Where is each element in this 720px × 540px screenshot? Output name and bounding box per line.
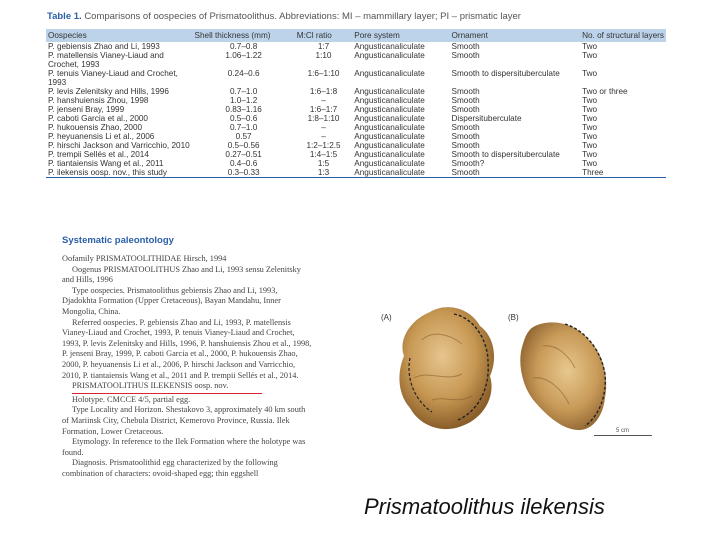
table-cell: Two (582, 150, 598, 159)
oogenus-line: Oogenus PRISMATOOLITHUS Zhao and Li, 1993 sensu Zelenitsky and Hills, 1996 (62, 264, 301, 285)
table-cell: 1:3 (295, 168, 353, 178)
table-caption-text: Comparisons of oospecies of Prismatoolithus. Abbreviations: MI – mammillary layer; PI – prismatic layer (84, 11, 521, 22)
slide-title: Prismatoolithus ilekensis (364, 494, 605, 519)
table-cell: 0.5–0.6 (229, 114, 258, 123)
diagnosis-paragraph: Diagnosis. Prismatoolithid egg characterized by the following combination of characters: ovoid-shaped egg; thin eggshell (62, 458, 278, 478)
table-cell: 1:5 (317, 159, 330, 168)
table-cell: Angusticanaliculate (354, 105, 425, 114)
new-oospecies-heading: PRISMATOOLITHUS ILEKENSIS oosp. nov. (72, 381, 229, 391)
table-cell: Angusticanaliculate (354, 69, 425, 78)
table-cell: – (321, 123, 326, 132)
egg-photo-b (513, 316, 613, 434)
table-cell: P. hanshuiensis Zhou, 1998 (48, 96, 149, 105)
table-cell: Two or three (582, 87, 628, 96)
table-cell: 0.5–0.56 (227, 141, 260, 150)
scale-bar (594, 435, 652, 436)
type-oospecies-paragraph: Type oospecies. Prismatoolithus gebiensis Zhao and Li, 1993, Djadokhta Formation (Upper Cretaceous), Bayan Mandahu, Inner Mongolia, China. (62, 285, 281, 316)
table-cell: Dispersituberculate (451, 114, 522, 123)
figure-label-b: (B) (508, 313, 519, 322)
table-header-row (46, 29, 666, 42)
section-title: Systematic paleontology (62, 235, 174, 246)
table-cell: 1.0–1.2 (229, 96, 258, 105)
figure-label-a: (A) (381, 313, 392, 322)
table-cell: 0.24–0.6 (227, 69, 260, 78)
column-header: Oospecies (46, 29, 193, 42)
column-header: No. of structural layers (582, 31, 664, 40)
table-row (46, 96, 666, 105)
table-cell: 0.7–0.8 (229, 42, 258, 51)
etymology-paragraph: Etymology. In reference to the Ilek Formation where the holotype was found. (62, 437, 306, 457)
table-cell: 0.7–1.0 (229, 87, 258, 96)
scale-label: 5 cm (616, 428, 630, 434)
table-row (46, 123, 666, 132)
highlight-underline (72, 393, 262, 394)
table-cell: Angusticanaliculate (354, 132, 425, 141)
table-row (46, 69, 666, 87)
table-cell: 0.83–1.16 (225, 105, 262, 114)
column-header: M:Cl ratio (295, 29, 353, 42)
table-cell: Angusticanaliculate (354, 114, 425, 123)
table-cell: 1:4–1:5 (309, 150, 338, 159)
table-cell: Angusticanaliculate (354, 150, 425, 159)
table-cell: Smooth (451, 132, 480, 141)
table-cell: – (321, 96, 326, 105)
table-cell: 1:2–1:2.5 (306, 141, 341, 150)
table-row (46, 51, 666, 69)
section-body (62, 254, 312, 479)
egg-photo-a (392, 300, 504, 435)
table-cell: Two (582, 42, 598, 51)
comparison-table (46, 29, 666, 178)
table-cell: P. tiantaiensis Wang et al., 2011 (48, 159, 164, 168)
table-cell: P. levis Zelenitsky and Hills, 1996 (48, 87, 169, 96)
table-cell: 1:8–1:10 (307, 114, 340, 123)
table-cell: 1:6–1:10 (307, 69, 340, 78)
table-cell: Smooth (451, 141, 480, 150)
table-cell: 1:6–1:7 (309, 105, 338, 114)
table-cell: Three (580, 168, 666, 178)
table-cell: Two (582, 114, 598, 123)
table-cell: Smooth (451, 51, 480, 60)
table-cell: 1:10 (315, 51, 332, 60)
table-cell: Angusticanaliculate (354, 96, 425, 105)
table-cell: Two (582, 159, 598, 168)
table-cell: Two (582, 96, 598, 105)
table-cell: 1:7 (317, 42, 330, 51)
table-cell: Smooth (451, 87, 480, 96)
table-cell: Angusticanaliculate (354, 51, 425, 60)
table-cell: Smooth (451, 96, 480, 105)
table-cell: P. caboti Garcia et al., 2000 (48, 114, 148, 123)
table-row (46, 150, 666, 159)
table-cell: Two (582, 123, 598, 132)
table-row (46, 141, 666, 150)
table-row (46, 159, 666, 168)
table-cell: Smooth (449, 168, 580, 178)
table-cell: 0.4–0.6 (229, 159, 258, 168)
table-cell: Angusticanaliculate (354, 87, 425, 96)
table-cell: – (321, 132, 326, 141)
oofamily-line: Oofamily PRISMATOOLITHIDAE Hirsch, 1994 (62, 254, 227, 263)
holotype-line: Holotype. CMCCE 4/5, partial egg. (72, 394, 191, 404)
table-caption (47, 11, 667, 22)
table-cell: Two (582, 69, 598, 78)
table-caption-label: Table 1. (47, 11, 82, 22)
table-cell: Two (582, 132, 598, 141)
type-locality-paragraph: Type Locality and Horizon. Shestakovo 3, approximately 40 km south of Mariinsk City, Chebula District, Kemerovo Province, Russia. Ilek Formation, Lower Cretaceous. (62, 405, 306, 436)
table-row (46, 132, 666, 141)
table-row (46, 42, 666, 51)
table-cell: P. trempii Sellés et al., 2014 (48, 150, 149, 159)
column-header: Shell thickness (mm) (193, 29, 295, 42)
table-cell: 1:6–1:8 (309, 87, 338, 96)
table-cell: Angusticanaliculate (352, 168, 449, 178)
table-cell: Smooth (451, 123, 480, 132)
table-cell: 1.06–1.22 (225, 51, 262, 60)
table-cell: P. heyuanensis Li et al., 2006 (48, 132, 155, 141)
table-cell: P. gebiensis Zhao and Li, 1993 (48, 42, 160, 51)
table-cell: Two (582, 51, 598, 60)
table-cell: Smooth? (451, 159, 485, 168)
table-cell: P. tenuis Vianey-Liaud and Crochet, 1993 (48, 69, 178, 87)
table-cell: Smooth to dispersituberculate (451, 150, 560, 159)
table-cell: Angusticanaliculate (354, 159, 425, 168)
table-cell: 0.3–0.33 (193, 168, 295, 178)
table-cell: Two (582, 141, 598, 150)
table-cell: P. matellensis Vianey-Liaud and Crochet, 1993 (48, 51, 164, 69)
table-row (46, 87, 666, 96)
table-cell: Smooth (451, 105, 480, 114)
table-cell: 0.7–1.0 (229, 123, 258, 132)
table-cell: P. hirschi Jackson and Varricchio, 2010 (48, 141, 190, 150)
table-cell: Angusticanaliculate (354, 141, 425, 150)
table-cell: Angusticanaliculate (354, 42, 425, 51)
column-header: Pore system (352, 29, 449, 42)
table-cell: P. ilekensis oosp. nov., this study (46, 168, 193, 178)
table-cell: Angusticanaliculate (354, 123, 425, 132)
table-row (46, 168, 666, 178)
table-cell: 0.57 (235, 132, 252, 141)
table-cell: Smooth to dispersituberculate (451, 69, 560, 78)
table-cell: Smooth (451, 42, 480, 51)
table-cell: P. hukouensis Zhao, 2000 (48, 123, 143, 132)
referred-oospecies-paragraph: Referred oospecies. P. gebiensis Zhao and Li, 1993, P. matellensis Vianey-Liaud and Crochet, 1993, P. tenuis Vianey-Liaud and Crochet, 1993, P. levis Zelenitsky and Hills, 1996, P. hanshuiensis Zhou et al., 1998, P. jenseni Bray, 1999, P. caboti Garcia et al., 2000, P. hukouensis Zhao, 2000, P. heyuanensis Li et al., 2006, P. hirschi Jackson and Varricchio, 2010, P. tiantaiensis Wang et al., 2011 and P. trempii Sellés et al., 2014. (62, 317, 312, 380)
table-cell: 0.27–0.51 (225, 150, 262, 159)
column-header: Ornament (449, 29, 580, 42)
table-cell: Two (582, 105, 598, 114)
table-cell: P. jenseni Bray, 1999 (48, 105, 125, 114)
table-row (46, 105, 666, 114)
table-row (46, 114, 666, 123)
